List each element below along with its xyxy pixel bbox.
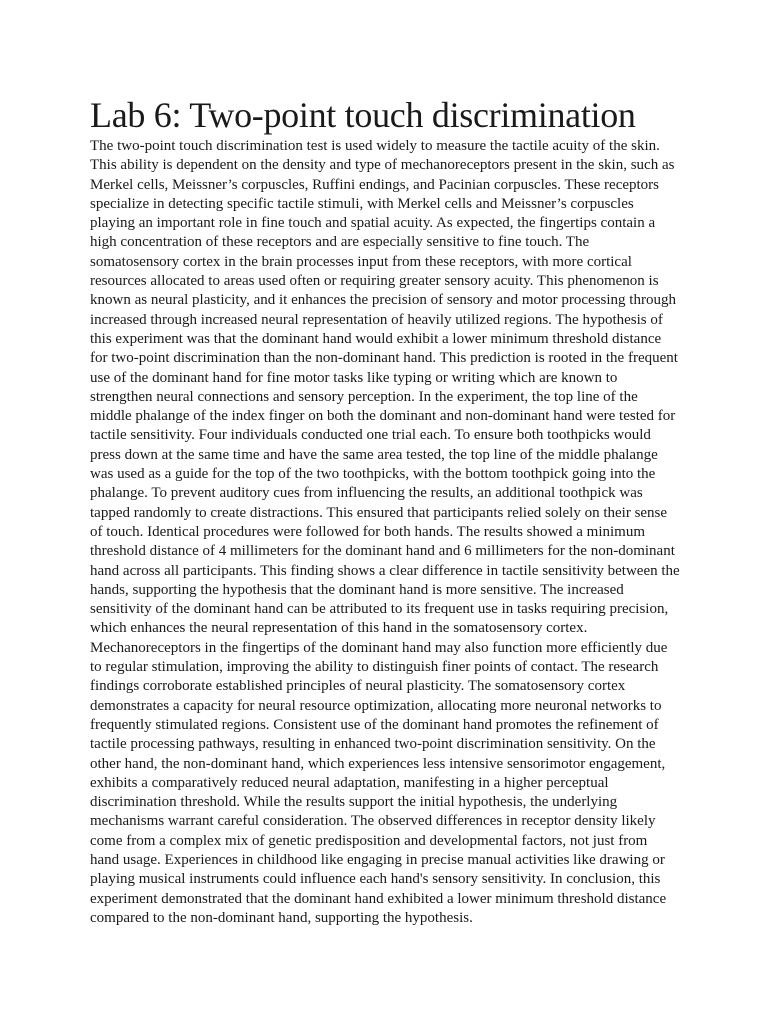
document-title: Lab 6: Two-point touch discrimination [90,95,636,135]
body-paragraph: The two-point touch discrimination test is used widely to measure the tactile acuity of the skin. This ability is dependent on the density and type of mechanoreceptors present in the skin, such as Merkel cells, Meissner’s corpuscles, Ruffini endings, and Pacinian corpuscles. These receptors specialize in detecting specific tactile stimuli, with Merkel cells and Meissner’s corpuscles playing an important role in fine touch and spatial acuity. As expected, the fingertips contain a high concentration of these receptors and are especially sensitive to fine touch. The somatosensory cortex in the brain processes input from these receptors, with more cortical resources allocated to areas used often or requiring greater sensory acuity. This phenomenon is known as neural plasticity, and it enhances the precision of sensory and motor processing through increased through increased neural representation of heavily utilized regions. The hypothesis of this experiment was that the dominant hand would exhibit a lower minimum threshold distance for two-point discrimination than the non-dominant hand. This prediction is rooted in the frequent use of the dominant hand for fine motor tasks like typing or writing which are known to strengthen neural connections and sensory perception. In the experiment, the top line of the middle phalange of the index finger on both the dominant and non-dominant hand were tested for tactile sensitivity. Four individuals conducted one trial each. To ensure both toothpicks would press down at the same time and have the same area tested, the top line of the middle phalange was used as a guide for the top of the two toothpicks, with the bottom toothpick going into the phalange. To prevent auditory cues from influencing the results, an additional toothpick was tapped randomly to create distractions. This ensured that participants relied solely on their sense of touch. Identical procedures were followed for both hands. The results showed a minimum threshold distance of 4 millimeters for the dominant hand and 6 millimeters for the non-dominant hand across all participants. This finding shows a clear difference in tactile sensitivity between the hands, supporting the hypothesis that the dominant hand is more sensitive. The increased sensitivity of the dominant hand can be attributed to its frequent use in tasks requiring precision, which enhances the neural representation of this hand in the somatosensory cortex. Mechanoreceptors in the fingertips of the dominant hand may also function more efficiently due to regular stimulation, improving the ability to distinguish finer points of contact. The research findings corroborate established principles of neural plasticity. The somatosensory cortex demonstrates a capacity for neural resource optimization, allocating more neuronal networks to frequently stimulated regions. Consistent use of the dominant hand promotes the refinement of tactile processing pathways, resulting in enhanced two-point discrimination sensitivity. On the other hand, the non-dominant hand, which experiences less intensive sensorimotor engagement, exhibits a comparatively reduced neural adaptation, manifesting in a higher perceptual discrimination threshold. While the results support the initial hypothesis, the underlying mechanisms warrant careful consideration. The observed differences in receptor density likely come from a complex mix of genetic predisposition and developmental factors, not just from hand usage. Experiences in childhood like engaging in precise manual activities like drawing or playing musical instruments could influence each hand's sensory sensitivity. In conclusion, this experiment demonstrated that the dominant hand exhibited a lower minimum threshold distance compared to the non-dominant hand, supporting the hypothesis. [90,138,680,926]
document-page [90,0,680,928]
